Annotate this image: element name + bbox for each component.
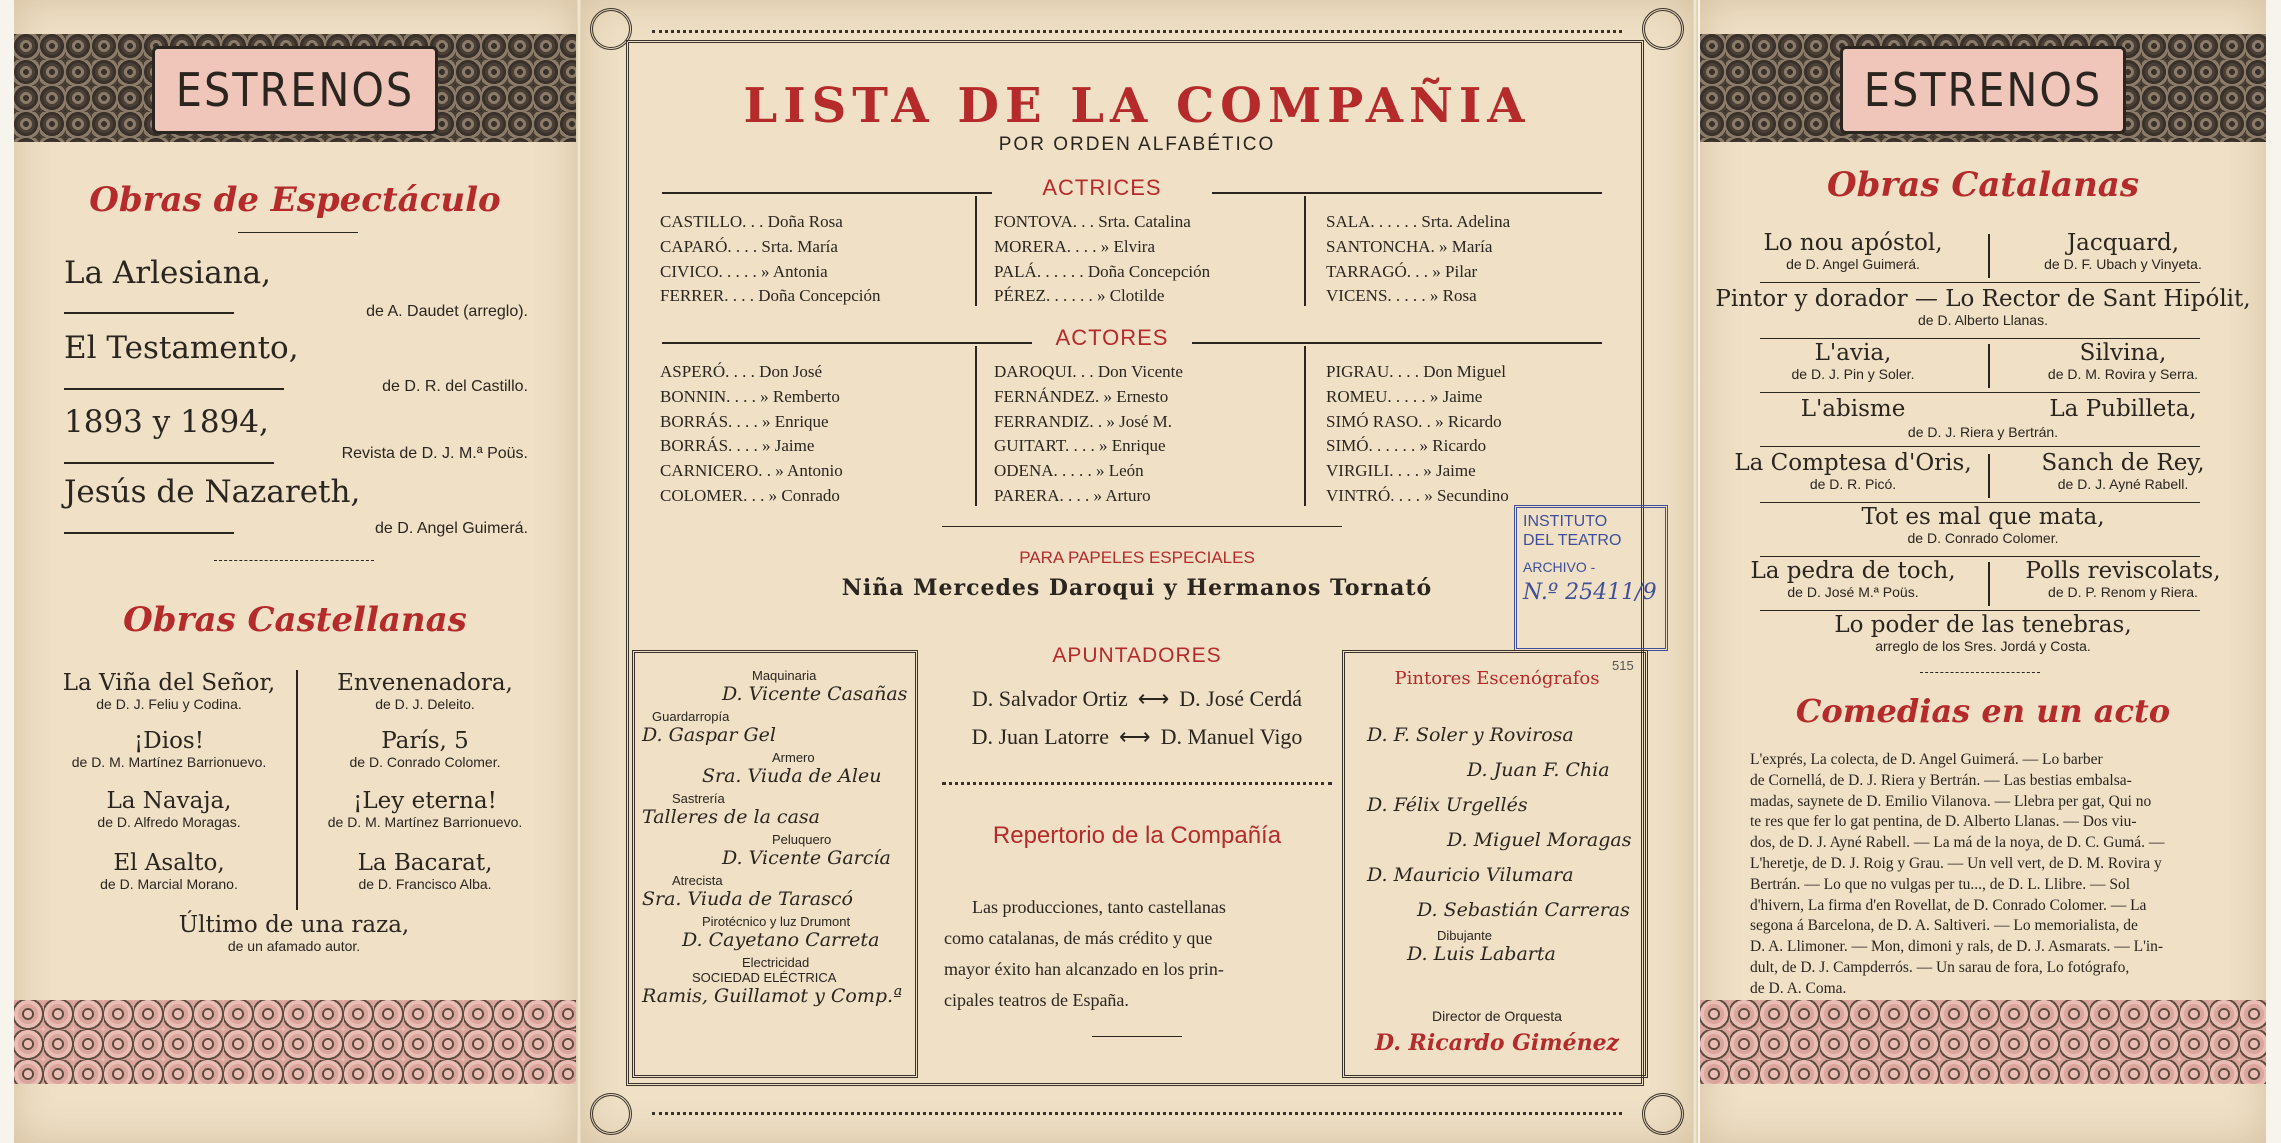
roster-entry: VICENS. . . . . » Rosa — [1326, 286, 1477, 306]
divider — [238, 232, 358, 233]
roster-entry: COLOMER. . . » Conrado — [660, 485, 840, 505]
painter-name: D. Miguel Moragas — [1447, 829, 1632, 851]
play-author: de D. J. Feliu y Codina. — [96, 696, 242, 712]
divider — [64, 532, 234, 534]
painters-list — [1367, 718, 1637, 965]
painter-name: D. Félix Urgellés — [1367, 794, 1528, 816]
roster-entry: SANTONCHA. » María — [1326, 236, 1493, 256]
prompter-name: D. Salvador Ortiz — [971, 686, 1128, 711]
roster-entry: DAROQUI. . . Don Vicente — [994, 362, 1183, 381]
border-chain — [942, 782, 1332, 785]
text-line: d'hivern, La firma d'en Rovellat, de D. Conrado Colomer. — La — [1750, 896, 2147, 914]
roster-entry: BONNIN. . . . » Remberto — [660, 386, 840, 406]
roster-entry: ROMEU. . . . . » Jaime — [1326, 386, 1483, 406]
text-line: madas, saynete de D. Emilio Vilanova. — Llebra per gat, Qui no — [1750, 792, 2152, 810]
play-title: El Asalto, — [113, 850, 225, 876]
staff-name: Ramis, Guillamot y Comp.ª — [642, 985, 903, 1007]
prompters-list — [922, 680, 1352, 756]
section-title-catalanas: Obras Catalanas — [1827, 165, 2139, 205]
play-entry — [1720, 340, 1986, 382]
play-entry — [300, 788, 550, 830]
divider — [1760, 446, 2200, 447]
divider — [64, 312, 234, 314]
play-entry — [1720, 230, 1986, 272]
text-line: de Cornellá, de D. J. Riera y Bertrán. — Las bestias embalsa- — [1750, 771, 2132, 789]
staff-name: D. Gaspar Gel — [642, 724, 777, 746]
staff-list — [642, 668, 912, 1007]
roster-entry: VIRGILI. . . . » Jaime — [1326, 461, 1476, 481]
play-entry — [300, 670, 550, 712]
play-title: Jesús de Nazareth, — [64, 474, 361, 510]
roster-entry: SALA. . . . . . Srta. Adelina — [1326, 212, 1511, 231]
play-author: Revista de D. J. M.ª Poüs. — [341, 445, 528, 462]
column-divider — [975, 346, 977, 506]
roster-entry: PÉREZ. . . . . . » Clotilde — [994, 286, 1165, 306]
actores-heading: ACTORES — [1055, 325, 1169, 350]
ornament-divider — [1092, 1036, 1182, 1037]
play-title: El Testamento, — [64, 330, 299, 366]
ornament-divider — [1920, 672, 2040, 673]
play-author: de A. Daudet (arreglo). — [366, 303, 528, 320]
staff-name: D. Vicente Casañas — [722, 683, 908, 705]
divider — [1192, 342, 1602, 344]
play-author: de D. Marcial Morano. — [100, 876, 238, 892]
comedias-text — [1750, 750, 2220, 1000]
play-title: La Viña del Señor, — [62, 670, 276, 696]
divider — [64, 462, 274, 464]
roster-entry: FERRER. . . . Doña Concepción — [660, 286, 881, 306]
play-author: de D. Conrado Colomer. — [349, 754, 501, 770]
play-title: La Bacarat, — [357, 850, 493, 876]
play-entry — [1990, 396, 2256, 422]
play-entry — [1710, 504, 2256, 546]
roster-entry: PALÁ. . . . . . Doña Concepción — [994, 261, 1211, 281]
play-entry — [1990, 340, 2256, 382]
roster-entry: FERRANDIZ. . » José M. — [994, 411, 1173, 431]
play-author: de D. Alberto Llanas. — [1918, 312, 2048, 328]
left-panel — [14, 0, 576, 1143]
text-line: L'heretje, de D. J. Roig y Grau. — Un vell vert, de D. M. Rovira y — [1750, 854, 2162, 872]
staff-role: Electricidad — [742, 955, 810, 970]
play-entry — [44, 670, 294, 712]
play-author: de D. J. Riera y Bertrán. — [1907, 424, 2059, 440]
right-panel — [1700, 0, 2266, 1143]
play-author: de un afamado autor. — [227, 938, 361, 954]
play-entry — [300, 728, 550, 770]
column-divider — [1304, 346, 1306, 506]
special-roles-heading: PARA PAPELES ESPECIALES — [1019, 548, 1255, 567]
border-chain — [652, 1112, 1622, 1115]
play-entry — [44, 912, 544, 954]
corner-ornament — [590, 8, 632, 50]
text-line: cipales teatros de España. — [944, 990, 1129, 1010]
play-entry — [44, 728, 294, 770]
play-title: Pintor y dorador — Lo Rector de Sant Hipólit, — [1715, 286, 2251, 312]
roster-entry: PARERA. . . . » Arturo — [994, 485, 1151, 505]
staff-role: Peluquero — [772, 832, 832, 847]
roster-entry: CAPARÓ. . . . Srta. María — [660, 236, 838, 256]
stamp-line: ARCHIVO - — [1523, 559, 1596, 575]
footer-ornament-band — [14, 1000, 576, 1084]
staff-name: D. Cayetano Carreta — [682, 929, 880, 951]
roster-entry: ODENA. . . . . » León — [994, 461, 1144, 481]
stamp-line: INSTITUTO — [1523, 513, 1608, 530]
staff-name: D. Vicente García — [722, 847, 891, 869]
roster-entry: VINTRÓ. . . . » Secundino — [1326, 485, 1509, 505]
play-title: Polls reviscolats, — [2025, 558, 2221, 584]
roster-entry: ASPERÓ. . . . Don José — [660, 362, 822, 381]
play-entry — [1710, 286, 2256, 328]
staff-name: Sra. Viuda de Aleu — [702, 765, 882, 787]
play-title: ¡Dios! — [134, 728, 204, 754]
actrices-col-3 — [1326, 210, 1510, 309]
text-line: D. A. Llimoner. — Mon, dimoni y rals, de D. J. Asmarats. — L'in- — [1750, 938, 2164, 956]
divider — [1212, 192, 1602, 194]
play-title: ¡Ley eterna! — [353, 788, 497, 814]
painter-name: D. F. Soler y Rovirosa — [1367, 724, 1574, 746]
play-author: de D. J. Pin y Soler. — [1791, 366, 1915, 382]
divider — [662, 342, 1032, 344]
play-title: Sanch de Rey, — [2041, 450, 2205, 476]
roster-entry: FERNÁNDEZ. » Ernesto — [994, 386, 1169, 406]
roster-entry: BORRÁS. . . . » Enrique — [660, 411, 829, 431]
play-entry — [1720, 450, 1986, 492]
roster-entry: CARNICERO. . » Antonio — [660, 461, 843, 481]
painter-name: D. Mauricio Vilumara — [1367, 864, 1574, 886]
text-line: de D. A. Coma. — [1750, 979, 1847, 997]
section-title-comedias: Comedias en un acto — [1795, 692, 2171, 730]
play-entry — [1990, 558, 2256, 600]
stamp-number: N.º 25411/9 — [1523, 580, 1657, 605]
repertoire-text — [922, 892, 1352, 1016]
painter-name: D. Luis Labarta — [1407, 943, 1556, 965]
roster-entry: MORERA. . . . » Elvira — [994, 236, 1156, 256]
roster-entry: TARRAGÓ. . . » Pilar — [1326, 261, 1478, 281]
repertoire-heading: Repertorio de la Compañía — [992, 822, 1282, 849]
corner-ornament — [1642, 8, 1684, 50]
text-line: como catalanas, de más crédito y que — [944, 928, 1213, 948]
divider — [1760, 282, 2200, 283]
play-title: Jacquard, — [2066, 230, 2180, 256]
roster-entry: CASTILLO. . . Doña Rosa — [660, 212, 843, 231]
actores-col-3 — [1326, 360, 1509, 509]
company-list-subtitle: POR ORDEN ALFABÉTICO — [998, 134, 1276, 155]
play-author: de D. M. Martínez Barrionuevo. — [71, 754, 267, 770]
corner-ornament — [1642, 1093, 1684, 1135]
separator-icon: ⟷ — [1137, 686, 1170, 711]
footer-ornament-band — [1700, 1000, 2266, 1084]
roster-entry: SIMÓ. . . . . . » Ricardo — [1326, 436, 1487, 456]
column-divider — [975, 196, 977, 306]
divider — [1760, 502, 2200, 503]
play-entry — [1710, 612, 2256, 654]
play-author: de D. R. del Castillo. — [382, 378, 528, 395]
play-title: París, 5 — [381, 728, 469, 754]
staff-name: Talleres de la casa — [642, 806, 820, 828]
stamp-line: DEL TEATRO — [1523, 532, 1622, 549]
divider — [942, 526, 1342, 527]
staff-role: Sastrería — [672, 791, 725, 806]
text-line: L'exprés, La colecta, de D. Angel Guimerá. — Lo barber — [1750, 751, 2103, 768]
staff-role: Atrecista — [672, 873, 723, 888]
prompter-name: D. Manuel Vigo — [1160, 724, 1303, 749]
play-author: de D. Alfredo Moragas. — [97, 814, 241, 830]
roster-entry: GUITART. . . . » Enrique — [994, 436, 1166, 456]
conductor-role: Director de Orquesta — [1432, 1008, 1562, 1024]
column-divider — [296, 670, 298, 910]
prompter-name: D. Juan Latorre — [971, 724, 1110, 749]
play-author: de D. Conrado Colomer. — [1907, 530, 2059, 546]
divider — [64, 388, 284, 390]
play-author: de D. J. Ayné Rabell. — [2057, 476, 2189, 492]
play-author: de D. Angel Guimerá. — [375, 520, 528, 537]
painter-name: D. Sebastián Carreras — [1417, 899, 1630, 921]
play-author: de D. M. Martínez Barrionuevo. — [327, 814, 523, 830]
staff-name: Sra. Viuda de Tarascó — [642, 888, 853, 910]
play-title: Envenenadora, — [337, 670, 513, 696]
center-panel — [582, 0, 1692, 1143]
play-author: de D. Francisco Alba. — [358, 876, 492, 892]
play-entry — [1720, 396, 1986, 422]
play-author: de D. R. Picó. — [1809, 476, 1897, 492]
actrices-col-2 — [994, 210, 1210, 309]
staff-role: Guardarropía — [652, 709, 730, 724]
play-author: de D. P. Renom y Riera. — [2048, 584, 2198, 600]
divider — [1760, 610, 2200, 611]
play-entry — [300, 850, 550, 892]
play-title: 1893 y 1894, — [64, 404, 269, 440]
ornament-divider — [214, 560, 374, 561]
prompters-heading: APUNTADORES — [1052, 644, 1222, 667]
play-title: La Pubilleta, — [2049, 396, 2197, 422]
play-entry — [1990, 230, 2256, 272]
staff-role: Pirotécnico y luz Drumont — [702, 914, 851, 929]
archive-stamp — [1514, 505, 1668, 651]
roster-entry: PIGRAU. . . . Don Miguel — [1326, 362, 1506, 381]
play-title: La pedra de toch, — [1750, 558, 1956, 584]
play-title: L'abisme — [1800, 396, 1906, 422]
column-divider — [1304, 196, 1306, 306]
roster-entry: BORRÁS. . . . » Jaime — [660, 436, 815, 456]
roster-entry: FONTOVA. . . Srta. Catalina — [994, 212, 1191, 231]
left-header: ESTRENOS — [152, 46, 438, 134]
play-title: La Navaja, — [106, 788, 232, 814]
divider — [662, 192, 992, 194]
conductor-name: D. Ricardo Giménez — [1374, 1030, 1620, 1056]
border-chain — [652, 30, 1622, 33]
play-title: Silvina, — [2079, 340, 2167, 366]
actrices-heading: ACTRICES — [1042, 175, 1162, 200]
play-title: Lo nou apóstol, — [1763, 230, 1943, 256]
text-line: segona á Barcelona, de D. A. Saltiveri. — Lo memorialista, de — [1750, 917, 2138, 935]
roster-entry: SIMÓ RASO. . » Ricardo — [1326, 411, 1502, 431]
play-author-row — [1710, 424, 2256, 440]
divider — [1760, 556, 2200, 557]
play-author: de D. Angel Guimerá. — [1786, 256, 1920, 272]
company-list-title: LISTA DE LA COMPAÑIA — [743, 78, 1531, 134]
text-line: Las producciones, tanto castellanas — [972, 897, 1226, 917]
play-title: Lo poder de las tenebras, — [1834, 612, 2132, 638]
play-author: de D. J. Deleito. — [375, 696, 475, 712]
fold-line — [1692, 0, 1698, 1143]
text-line: mayor éxito han alcanzado en los prin- — [944, 959, 1224, 979]
text-line: te res que fer lo gat pentina, de D. Alberto Llanas. — Dos viu- — [1750, 813, 2137, 831]
roster-entry: CIVICO. . . . . » Antonia — [660, 261, 828, 281]
actores-col-1 — [660, 360, 843, 509]
staff-role: Armero — [772, 750, 815, 765]
play-author: de D. José M.ª Poüs. — [1787, 584, 1919, 600]
handwritten-number: 515 — [1612, 658, 1634, 673]
play-entry — [1990, 450, 2256, 492]
play-entry — [44, 850, 294, 892]
divider — [1760, 338, 2200, 339]
staff-role: Maquinaria — [752, 668, 817, 683]
play-title: L'avia, — [1814, 340, 1892, 366]
staff-role: Dibujante — [1437, 928, 1492, 943]
section-title-castellanas: Obras Castellanas — [123, 600, 467, 640]
play-title: Tot es mal que mata, — [1861, 504, 2105, 530]
play-title: Último de una raza, — [178, 912, 410, 938]
special-roles-names: Niña Mercedes Daroqui y Hermanos Tornató — [841, 575, 1433, 601]
text-line: Bertrán. — Lo que no vulgas per tu..., de D. L. Llibre. — Sol — [1750, 875, 2131, 893]
play-entry — [1720, 558, 1986, 600]
play-title: La Arlesiana, — [64, 255, 271, 291]
corner-ornament — [590, 1093, 632, 1135]
painters-heading: Pintores Escenógrafos — [1394, 668, 1600, 689]
play-author: de D. F. Ubach y Vinyeta. — [2044, 256, 2202, 272]
play-entry — [44, 788, 294, 830]
actrices-col-1 — [660, 210, 881, 309]
actores-col-2 — [994, 360, 1183, 509]
prompter-name: D. José Cerdá — [1179, 686, 1303, 711]
divider — [1760, 392, 2200, 393]
staff-name: SOCIEDAD ELÉCTRICA — [692, 970, 837, 985]
play-title: La Comptesa d'Oris, — [1734, 450, 1972, 476]
play-author: arreglo de los Sres. Jordá y Costa. — [1875, 638, 2091, 654]
right-header: ESTRENOS — [1840, 46, 2126, 134]
play-author: de D. M. Rovira y Serra. — [2047, 366, 2199, 382]
section-title-espectaculo: Obras de Espectáculo — [89, 180, 501, 220]
text-line: dult, de D. J. Campderrós. — Un sarau de fora, Lo fotógrafo, — [1750, 958, 2130, 976]
separator-icon: ⟷ — [1119, 724, 1151, 749]
text-line: dos, de D. J. Ayné Rabell. — La má de la noya, de D. C. Gumá. — — [1750, 834, 2165, 852]
painter-name: D. Juan F. Chia — [1467, 759, 1610, 781]
